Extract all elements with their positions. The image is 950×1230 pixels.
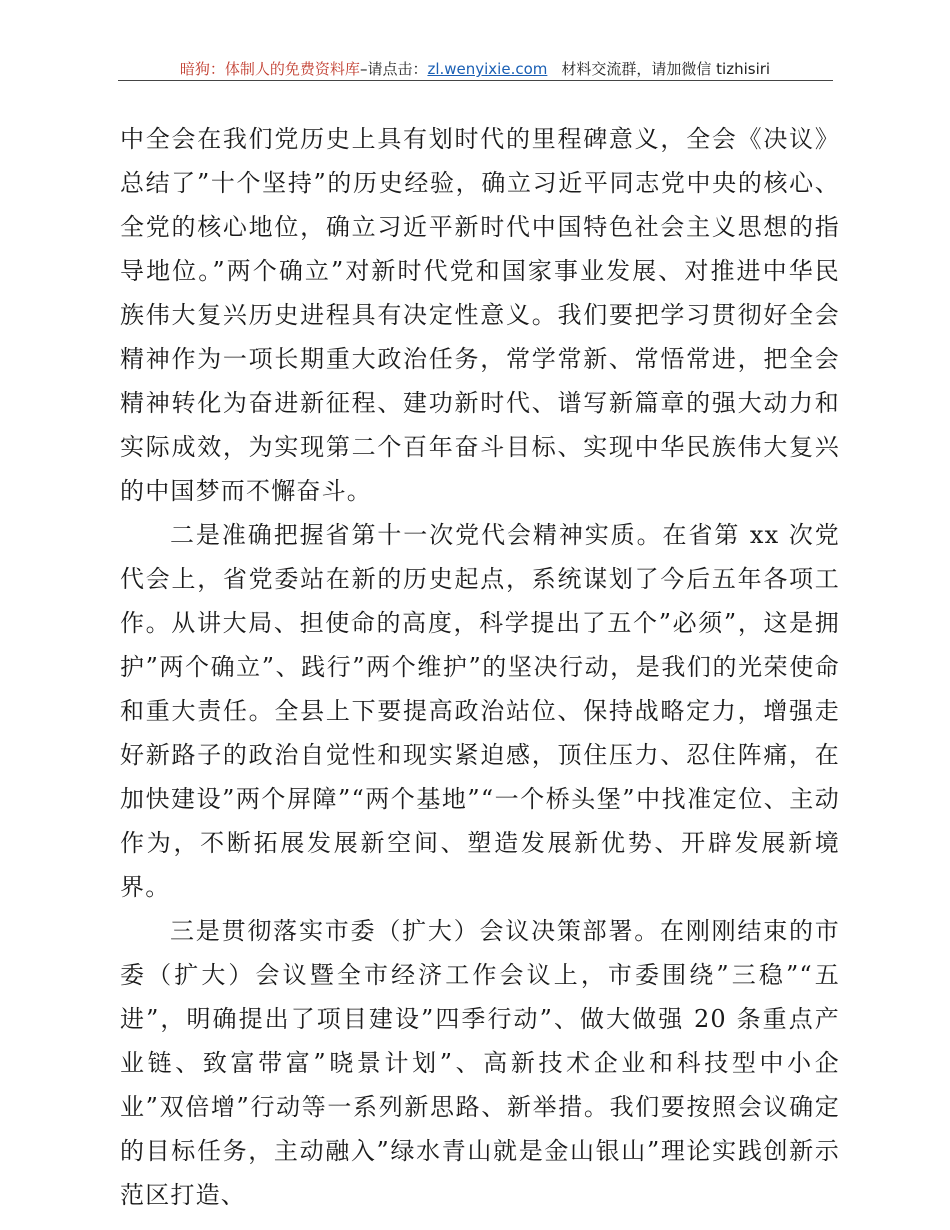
document-body <box>120 117 840 1217</box>
header-click-prompt: –请点击： <box>359 60 428 78</box>
paragraph-2: 二是准确把握省第十一次党代会精神实质。在省第 xx 次党代会上，省党委站在新的历史起点，系统谋划了今后五年各项工作。从讲大局、担使命的高度，科学提出了五个”必须”，这是拥护”两个确立”、践行”两个维护”的坚决行动，是我们的光荣使命和重大责任。全县上下要提高政治站位、保持战略定力，增强走好新路子的政治自觉性和现实紧迫感，顶住压力、忍住阵痛，在加快建设”两个屏障”“两个基地”“一个桥头堡”中找准定位、主动作为，不断拓展发展新空间、塑造发展新优势、开辟发展新境界。 <box>120 521 840 901</box>
page-header <box>0 58 950 79</box>
header-divider <box>118 80 833 81</box>
paragraph-3: 三是贯彻落实市委（扩大）会议决策部署。在刚刚结束的市委（扩大）会议暨全市经济工作会议上，市委围绕”三稳”“五进”，明确提出了项目建设”四季行动”、做大做强 20 条重点产业链、致富带富”晓景计划”、高新技术企业和科技型中小企业”双倍增”行动等一系列新思路、新举措。我们要按照会议确定的目标任务，主动融入”绿水青山就是金山银山”理论实践创新示范区打造、 <box>120 917 840 1209</box>
paragraph-1: 中全会在我们党历史上具有划时代的里程碑意义，全会《决议》总结了”十个坚持”的历史经验，确立习近平同志党中央的核心、全党的核心地位，确立习近平新时代中国特色社会主义思想的指导地位。”两个确立”对新时代党和国家事业发展、对推进中华民族伟大复兴历史进程具有决定性意义。我们要把学习贯彻好全会精神作为一项长期重大政治任务，常学常新、常悟常进，把全会精神转化为奋进新征程、建功新时代、谱写新篇章的强大动力和实际成效，为实现第二个百年奋斗目标、实现中华民族伟大复兴的中国梦而不懈奋斗。 <box>120 125 840 505</box>
header-link[interactable]: zl.wenyixie.com <box>427 60 548 78</box>
header-group-text: 材料交流群，请加微信 tizhisiri <box>561 60 771 78</box>
header-brand: 暗狗：体制人的免费资料库 <box>179 60 360 78</box>
